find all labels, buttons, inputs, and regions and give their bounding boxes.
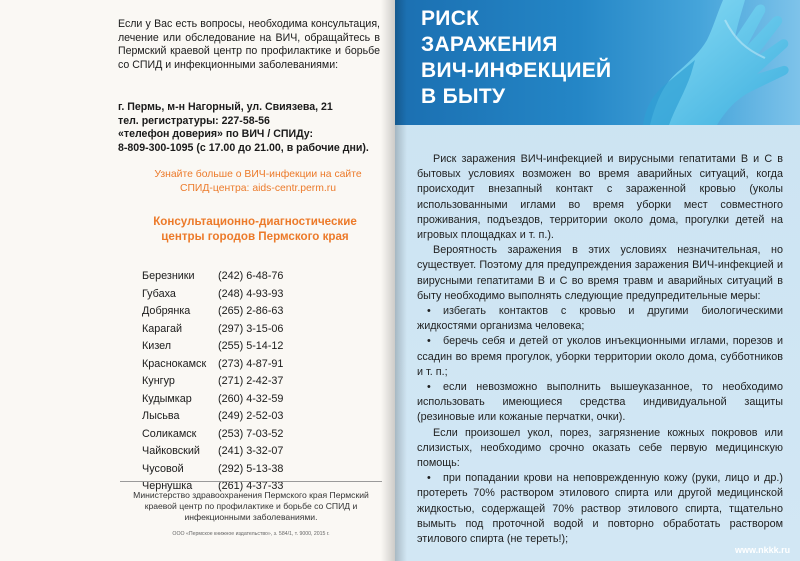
footer-publisher: Министерство здравоохранения Пермского края Пермский краевой центр по профилактике и борьбе со СПИД и инфекционными заболеваниями. — [133, 490, 369, 522]
title-line: ВИЧ-ИНФЕКЦИЕЙ — [421, 59, 612, 82]
bullet-item — [417, 471, 783, 547]
bullet-text: беречь себя и детей от уколов инъекционными иглами, порезов и ссадин во время прогулок, уборки территории около дома, субботников и т. п.; — [417, 335, 783, 378]
centers-heading: Консультационно-диагностические центры городов Пермского края — [153, 215, 357, 243]
bullet-text: при попадании крови на неповрежденную кожу (руки, лицо и др.) протереть 70% раствором этилового спирта или другой медицинской жидкостью, содержащей 70% раствор этилового спирта, тщательно вымыть под проточной водой и повторно обработать раствором этилового спирта (не тереть!); — [417, 472, 783, 546]
left-page — [0, 0, 395, 561]
city-name: Губаха — [142, 287, 176, 300]
city-name: Березники — [142, 270, 195, 282]
list-item — [142, 338, 342, 356]
list-item — [142, 303, 342, 321]
city-phone: (261) 4-37-33 — [218, 480, 284, 492]
title-line: В БЫТУ — [421, 85, 506, 108]
city-name: Лысьва — [142, 410, 180, 422]
city-phone: (292) 5-13-38 — [218, 462, 284, 475]
city-phone: (260) 4-32-59 — [218, 392, 284, 405]
spine-shadow-left — [381, 0, 395, 561]
bullet-icon: • — [427, 381, 431, 394]
paragraph-risk: Риск заражения ВИЧ-инфекцией и вирусными гепатитами В и С в бытовых условиях возможен во время аварийных ситуаций, когда происходит внезапный контакт с зараженной кровью (уколы использованными иглами во время уборки мест совместного проживания, подъездов, территории около дома, прогулки детей на игровых площадках и т. п.). — [417, 153, 783, 242]
city-phone: (242) 6-48-76 — [218, 270, 284, 282]
city-phone: (253) 7-03-52 — [218, 427, 284, 440]
intro-text: Если у Вас есть вопросы, необходима консультация, лечение или обследование на ВИЧ, обращайтесь в Пермский краевой центр по профилактике и борьбе со СПИД и инфекционными заболеваниями: — [118, 18, 380, 71]
contact-address — [118, 101, 388, 155]
city-name: Кудымкар — [142, 392, 192, 405]
title-line: РИСК — [421, 7, 480, 30]
registry-phone: тел. регистратуры: 227-58-56 — [118, 114, 270, 127]
city-name: Чернушка — [142, 480, 193, 492]
city-phone: (255) 5-14-12 — [218, 340, 284, 352]
bullet-text: избегать контактов с кровью и другими биологическими жидкостями организма человека; — [417, 305, 783, 333]
title-line: ЗАРАЖЕНИЯ — [421, 33, 558, 56]
article-body — [417, 152, 783, 547]
page-title — [421, 6, 611, 110]
city-name: Чайковский — [142, 445, 200, 457]
list-item — [142, 268, 342, 286]
spine-shadow-right — [395, 0, 407, 561]
city-phone: (248) 4-93-93 — [218, 287, 284, 300]
city-phone: (273) 4-87-91 — [218, 357, 284, 370]
list-item — [142, 391, 342, 409]
footer-divider — [120, 481, 382, 482]
title-banner — [395, 0, 800, 125]
city-name: Кизел — [142, 340, 172, 352]
city-phone: (297) 3-15-06 — [218, 322, 284, 335]
list-item — [142, 461, 342, 479]
bullet-icon: • — [427, 335, 431, 348]
cities-list — [142, 268, 342, 496]
list-item — [142, 356, 342, 374]
list-item — [142, 373, 342, 391]
paragraph-first-aid: Если произошел укол, порез, загрязнение кожных покровов или слизистых, необходимо срочно оказать себе первую медицинскую помощь: — [417, 426, 783, 470]
more-info-link[interactable]: Узнайте больше о ВИЧ-инфекции на сайте СПИД-центра: aids-centr.perm.ru — [154, 169, 362, 194]
city-name: Чусовой — [142, 462, 184, 475]
city-name: Карагай — [142, 322, 183, 335]
list-item — [142, 408, 342, 426]
city-name: Краснокамск — [142, 357, 207, 370]
bullet-item — [417, 334, 783, 380]
bullet-item — [417, 304, 783, 334]
hotline-label: «телефон доверия» по ВИЧ / СПИДу: — [118, 128, 314, 141]
list-item — [142, 443, 342, 461]
city-phone: (249) 2-52-03 — [218, 410, 284, 422]
list-item — [142, 321, 342, 339]
city-name: Добрянка — [142, 305, 191, 317]
bullet-icon: • — [427, 305, 431, 318]
list-item — [142, 426, 342, 444]
list-item — [142, 286, 342, 304]
address-line: г. Пермь, м-н Нагорный, ул. Свиязева, 21 — [118, 101, 333, 113]
city-name: Кунгур — [142, 375, 175, 387]
paragraph-probability: Вероятность заражения в этих условиях незначительная, но существует. Поэтому для предупреждения заражения ВИЧ-инфекцией и вирусными гепатитами В и С во время травм и аварийных ситуаций в быту необходимо выполнять следующие предупредительные меры: — [417, 244, 783, 302]
city-phone: (271) 2-42-37 — [218, 375, 284, 387]
bullet-icon: • — [427, 472, 431, 485]
bullet-item — [417, 380, 783, 426]
city-phone: (241) 3-32-07 — [218, 445, 284, 457]
city-phone: (265) 2-86-63 — [218, 305, 284, 317]
right-page — [395, 0, 800, 561]
imprint-line: ООО «Пермское книжное издательство», з. 584/1, т. 9000, 2015 г. — [172, 531, 330, 537]
hotline-phone: 8-809-300-1095 (с 17.00 до 21.00, в рабочие дни). — [118, 141, 369, 154]
site-watermark: www.nkkk.ru — [735, 545, 791, 555]
bullet-text: если невозможно выполнить вышеуказанное, то необходимо использовать имеющиеся средства индивидуальной защиты (резиновые или кожаные перчатки, очки). — [417, 381, 783, 424]
city-name: Соликамск — [142, 427, 197, 440]
